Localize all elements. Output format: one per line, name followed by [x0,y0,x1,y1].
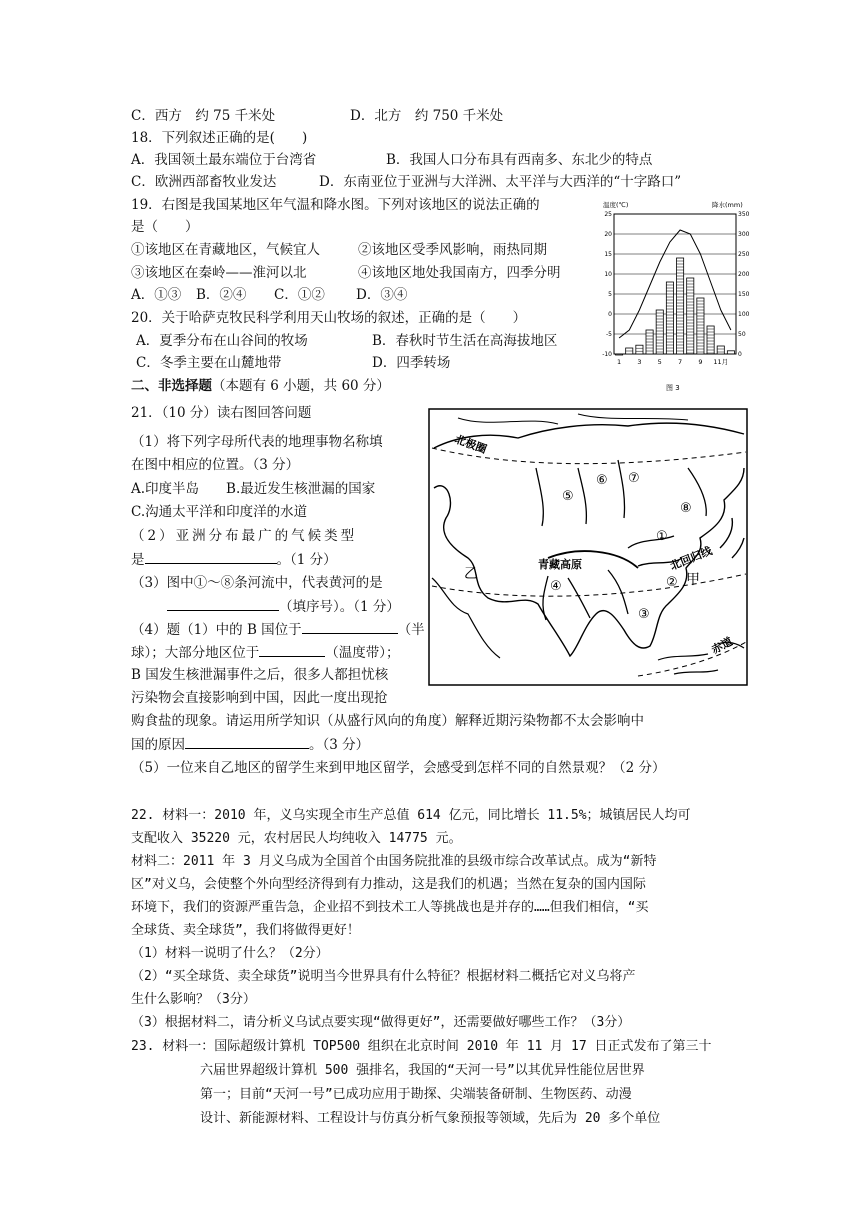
q18-option-b: B．我国人口分布具有西南多、东北少的特点 [386,152,653,168]
precipitation-bar [636,345,643,354]
q18-option-d: D．东南亚位于亚洲与大洋洲、太平洋与大西洋的“十字路口” [319,174,682,190]
q22-part2-b: 生什么影响？（3分） [131,992,256,1007]
q19-statement-4: ④该地区地处我国南方，四季分明 [358,265,561,281]
right-tick-label: 300 [738,231,750,238]
climate-chart [600,196,750,402]
section-two-title: 二、非选择题 [131,378,212,394]
right-tick-label: 50 [738,331,746,338]
answer-blank[interactable] [259,642,325,657]
q21-part3-a: （3）图中①～⑧条河流中，代表黄河的是 [131,575,383,591]
q23-material1-a: 23. 材料一：国际超级计算机 TOP500 组织在北京时间 2010 年 11 月 17 日正式发布了第三十 [131,1039,712,1054]
river-label-5: ⑤ [562,489,574,504]
q17-option-c: C．西方 约 75 千米处 [131,108,276,124]
right-tick-label: 200 [738,271,750,278]
q22-material2-c: 环境下，我们的资源严重告急，企业招不到技术工人等挑战也是并存的……但我们相信，“买 [131,900,649,915]
q18-option-a: A．我国领土最东端位于台湾省 [131,152,317,168]
precipitation-bar [727,351,734,354]
left-tick-label: -10 [602,351,612,358]
yi-label: 乙 [464,566,478,582]
q21-part1-d: C.沟通太平洋和印度洋的水道 [131,504,308,520]
q21-stem: 21．（10 分）读右图回答问题 [131,405,312,421]
q20-stem: 20．关于哈萨克牧民科学利用天山牧场的叙述，正确的是（ ） [131,310,527,326]
q20-option-d: D．四季转场 [372,355,451,371]
q21-part2-post: 。（1 分） [276,552,337,568]
q22-part3: （3）根据材料二，请分析义乌试点要实现“做得更好”，还需要做好哪些工作？（3分） [131,1015,631,1030]
river-label-1: ① [656,529,668,544]
temperature-line [619,230,731,338]
precipitation-bar [697,298,704,354]
river-label-7: ⑦ [628,471,640,486]
plot-frame [614,214,736,354]
q21-part4-c: B 国发生核泄漏事件之后，很多人都担忧核 [131,667,389,683]
q18-stem: 18．下列叙述正确的是( ) [131,130,308,146]
q19-statement-1: ①该地区在青藏地区，气候宜人 [131,242,320,258]
q22-part1: （1）材料一说明了什么？（2分） [131,946,329,961]
left-tick-label: 15 [604,251,612,258]
q21-part1-a: （1）将下列字母所代表的地理事物名称填 [131,434,383,450]
q21-part4-b-pre: 球）；大部分地区位于 [131,645,260,661]
plateau-label: 青藏高原 [538,558,582,571]
arctic-circle-label: 北极圈 [452,432,489,457]
answer-blank[interactable] [145,549,277,564]
asia-map [428,408,748,686]
x-tick-label: 11月 [713,358,729,366]
x-tick-label: 7 [678,358,683,366]
q19-statement-2: ②该地区受季风影响，雨热同期 [358,242,547,258]
q22-material2-a: 材料二：2011 年 3 月义乌成为全国首个由国务院批准的县级市综合改革试点。成为“新特 [131,854,657,869]
q19-option-a: A．①③ [131,287,182,303]
precipitation-bar [616,354,623,355]
q21-part4-f [131,734,369,755]
q19-stem-2: 是（ ） [131,219,199,235]
equator-label: 赤道 [709,634,735,657]
q23-material1-d: 设计、新能源材料、工程设计与仿真分析气象预报等领域，先后为 20 多个单位 [200,1111,661,1126]
left-tick-label: 20 [604,231,612,238]
q19-option-d: D．③④ [356,287,408,303]
x-tick-label: 1 [617,358,622,366]
asia-map-svg [428,408,748,686]
q21-part2-b [131,549,337,570]
precipitation-bar [687,278,694,354]
answer-blank[interactable] [185,734,309,749]
q23-material1-b: 六届世界超级计算机 500 强排名，我国的“天河一号”以其优异性能位居世界 [200,1063,645,1078]
left-tick-label: 25 [604,211,612,218]
q21-part4-d: 污染物会直接影响到中国，因此一度出现抢 [131,690,388,706]
q21-part4-a [131,619,425,640]
precipitation-bar [717,346,724,354]
river-label-2: ② [666,575,678,590]
q21-part4-a-pre: （4）题（1）中的 B 国位于 [131,622,302,638]
right-tick-label: 100 [738,311,750,318]
q21-part2-pre: 是 [131,552,145,568]
q20-option-a: A．夏季分布在山谷间的牧场 [136,333,308,349]
right-tick-labels [738,211,750,358]
q23-material1-c: 第一；目前“天河一号”已成功应用于勘探、尖端装备研制、生物医药、动漫 [200,1087,632,1102]
right-tick-label: 150 [738,291,750,298]
q21-part4-f-post: 。（3 分） [309,737,370,753]
q21-part4-b [131,642,400,663]
x-tick-label: 5 [657,358,662,366]
x-tick-label: 9 [698,358,703,366]
answer-blank[interactable] [167,596,279,611]
chart-caption: 图 3 [666,384,680,392]
q21-part1-c: A.印度半岛 B.最近发生核泄漏的国家 [131,481,376,497]
section-two-note: （本题有 6 小题，共 60 分） [212,378,390,394]
left-tick-label: 5 [608,291,612,298]
right-tick-label: 350 [738,211,750,218]
left-tick-labels [602,211,612,358]
q21-part2-a: （2）亚洲分布最广的气候类型 [131,528,358,544]
precipitation-bar [656,310,663,354]
ylabel-left: 温度(℃) [603,201,629,209]
jia-label: 甲 [686,572,700,588]
q22-material2-b: 区”对义乌，会使整个外向型经济得到有力推动，这是我们的机遇；当然在复杂的国内国际 [131,877,646,892]
q21-part4-e: 购食盐的现象。请运用所学知识（从盛行风向的角度）解释近期污染物都不太会影响中 [131,713,644,729]
bars [616,258,735,355]
q19-option-c: C．①② [274,287,325,303]
tropic-label: 北回归线 [668,544,714,573]
x-tick-label: 3 [637,358,642,366]
q21-part5: （5）一位来自乙地区的留学生来到甲地区留学，会感受到怎样不同的自然景观？（2 分） [131,760,666,776]
q17-option-d: D．北方 约 750 千米处 [350,108,504,124]
q21-part4-b-post: （温度带）； [325,645,400,661]
q22-part2-a: （2）“买全球货、卖全球货”说明当今世界具有什么特征？根据材料二概括它对义乌将产 [131,969,636,984]
x-tick-labels [617,358,728,366]
q19-statement-3: ③该地区在秦岭——淮河以北 [131,265,307,281]
ylabel-right: 降水(mm) [712,201,743,209]
river-label-6: ⑥ [596,473,608,488]
q22-material2-d: 全球货、卖全球货”，我们将做得更好！ [131,923,360,938]
q22-material1-a: 22. 材料一：2010 年，义乌实现全市生产总值 614 亿元，同比增长 11.5%；城镇居民人均可 [131,808,691,823]
river-label-8: ⑧ [680,501,692,516]
q21-part1-b: 在图中相应的位置。（3 分） [131,457,300,473]
river-label-3: ③ [638,607,650,622]
section-two-heading [131,376,390,396]
climate-chart-svg [600,196,750,402]
q21-part3-b [131,596,400,617]
q22-material1-b: 支配收入 35220 元，农村居民人均纯收入 14775 元。 [131,831,462,846]
river-label-4: ④ [550,579,562,594]
left-tick-label: 10 [604,271,612,278]
q21-part4-a-post: （半 [397,622,425,638]
q21-part3-post: （填序号）。（1 分） [279,599,400,615]
answer-blank[interactable] [302,619,398,634]
q19-stem-1: 19．右图是我国某地区年气温和降水图。下列对该地区的说法正确的 [131,197,540,213]
left-tick-label: -5 [606,331,612,338]
q18-option-c: C．欧洲西部畜牧业发达 [131,174,277,190]
gridlines [614,214,736,354]
right-tick-label: 0 [738,351,742,358]
left-tick-label: 0 [608,311,612,318]
q20-option-b: B．春秋时节生活在高海拔地区 [372,333,558,349]
q21-part4-f-pre: 国的原因 [131,737,185,753]
right-tick-label: 250 [738,251,750,258]
q19-option-b: B．②④ [196,287,247,303]
q20-option-c: C．冬季主要在山麓地带 [136,355,282,371]
